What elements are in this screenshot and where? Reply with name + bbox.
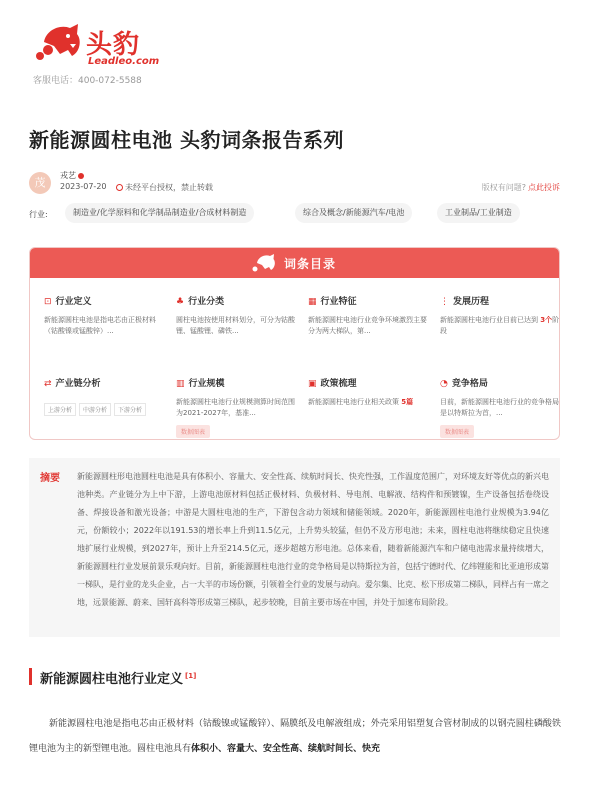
sitemap-icon: ♣ (176, 297, 185, 307)
toc-item-title: ◔ 竞争格局 (440, 379, 488, 389)
toc-item[interactable] (440, 376, 560, 438)
industry-label: 行业: (29, 210, 48, 219)
copyright-text: 未经平台授权，禁止转载 (125, 183, 213, 192)
publish-date: 2023-07-20 (60, 182, 107, 191)
report-question: 版权有问题? (481, 183, 526, 192)
abstract-text: 新能源圆柱形电池圆柱电池是具有体积小、容量大、安全性高、续航时间长、快充性强，工作温度范围广，对环境友好等优点的新兴电池种类。产业链分为上中下游，上游电池原材料包括正极材料、负极材料、导电剂、电解液、结构件和预镀镍，生产设备包括卷绕设备、焊接设备和激光设备；中游是大圆柱电池的生产，下游包含动力领域和储能领域。2020年，新能源圆柱电池行业规模为3.94亿元，份额较小；2022年以191.53的增长率上升到11.5亿元，上升势头较猛，但仍不及方形电池；未来，圆柱电池将继续稳定且快速地扩展行业规模，到2027年，预计上升至214.5亿元，逐步超越方形电池。总体来看，随着新能源汽车和户储电池需求量持续增大，新能源圆柱行业发展前景乐观向好。目前，新能源圆柱电池行业的竞争格局是以特斯拉为首，包括宁德时代、亿纬锂能和比亚迪形成第一梯队，是行业的龙头企业，占一大半的市场份额，引领着全行业的发展与动向。爱尔集、比克、松下形成第二梯队，同样占有一席之地，远景能源、蔚来、国轩高科等形成第三梯队，起步较晚，目前主要市场在中国，并处于加速布局阶段。 (77, 472, 549, 607)
toc-item-title: ⋮ 发展历程 (440, 297, 490, 307)
toc-item-title: ▥ 行业规模 (176, 379, 225, 389)
footnote-ref[interactable]: [1] (185, 671, 197, 680)
toc-item-desc: 新能源圆柱电池是指电芯由正极材料（钴酸镍或锰酸锌）... (44, 316, 156, 335)
data-chart-badge: 数据图表 (176, 425, 210, 438)
pie-chart-icon: ◔ (440, 379, 448, 389)
search-doc-icon: ⊡ (44, 297, 52, 307)
toc-item-desc: 圆柱电池按使用材料划分，可分为钴酸锂、锰酸锂、磷铁... (176, 316, 295, 335)
toc-item-title: ▣ 政策梳理 (308, 379, 357, 389)
toc-card (29, 247, 560, 440)
toc-item-title: ▦ 行业特征 (308, 297, 357, 307)
toc-item-title: ⊡ 行业定义 (44, 297, 92, 307)
toc-item-title: ♣ 行业分类 (176, 297, 225, 307)
industry-chip[interactable]: 工业制品/工业制造 (437, 203, 520, 223)
tag-upstream[interactable]: 上游分析 (44, 403, 76, 416)
toc-title: 词条目录 (284, 257, 337, 271)
tag-downstream[interactable]: 下游分析 (114, 403, 146, 416)
author-badge-icon (78, 173, 84, 179)
section-paragraph: 新能源圆柱电池是指电芯由正极材料（钴酸镍或锰酸锌）、隔膜纸及电解液组成；外壳采用铝塑复合管材制成的以钢壳圆柱磷酸铁锂电池为主的新型锂电池。圆柱电池具有体积小、容量大、安全性高、续航时间长、快充 (29, 719, 561, 754)
timeline-icon: ⋮ (440, 297, 449, 307)
report-link[interactable]: 点此投诉 (528, 183, 560, 192)
leopard-logo-icon (250, 252, 276, 274)
copyright-notice (116, 182, 213, 193)
toc-item[interactable] (308, 294, 428, 337)
section-title: 新能源圆柱电池行业定义 [1] (40, 671, 197, 687)
toc-item[interactable] (308, 376, 428, 408)
leopard-logo-icon (30, 20, 82, 66)
toc-item[interactable] (44, 294, 164, 337)
avatar: 茂 (29, 172, 51, 194)
toc-item-tags (44, 397, 164, 416)
industry-chip[interactable]: 制造业/化学原料和化学制品制造业/合成材料制造 (65, 203, 254, 223)
grid-icon: ▦ (308, 297, 317, 307)
chain-icon: ⇄ (44, 379, 52, 389)
author-line (60, 170, 84, 181)
data-chart-badge: 数据图表 (440, 425, 474, 438)
toc-item-desc: 目前，新能源圆柱电池行业的竞争格局是以特斯拉为首，... (440, 398, 559, 417)
tag-midstream[interactable]: 中游分析 (79, 403, 111, 416)
page-title: 新能源圆柱电池 头豹词条报告系列 (29, 128, 344, 152)
report-line (482, 182, 560, 193)
brand-name: 头豹 (86, 30, 141, 60)
toc-item[interactable] (440, 294, 560, 337)
abstract-box (29, 458, 560, 637)
policy-icon: ▣ (308, 379, 317, 389)
brand-domain: Leadleo.com (88, 56, 160, 67)
service-phone: 客服电话：400-072-5588 (33, 76, 142, 86)
toc-item[interactable] (44, 376, 164, 416)
toc-item[interactable] (176, 376, 296, 438)
toc-item-desc: 新能源圆柱电池行业目前已达到 3个阶段 (440, 316, 560, 335)
toc-item-desc: 新能源圆柱电池行业竞争环境激烈主要分为两大梯队，第... (308, 316, 427, 335)
industry-chip[interactable]: 综合及概念/新能源汽车/电池 (295, 203, 412, 223)
toc-item[interactable] (176, 294, 296, 337)
abstract-label: 摘要 (40, 473, 60, 484)
author-name: 戎艺 (60, 171, 76, 180)
toc-item-title: ⇄ 产业链分析 (44, 379, 101, 389)
toc-item-desc: 新能源圆柱电池行业相关政策 5篇 (308, 398, 414, 406)
bar-chart-icon: ▥ (176, 379, 185, 389)
toc-header (30, 248, 559, 278)
toc-item-desc: 新能源圆柱电池行业规模测算时间范围为2021-2027年，基准... (176, 398, 295, 417)
section-accent-bar (29, 668, 32, 685)
prohibited-icon (116, 184, 123, 191)
